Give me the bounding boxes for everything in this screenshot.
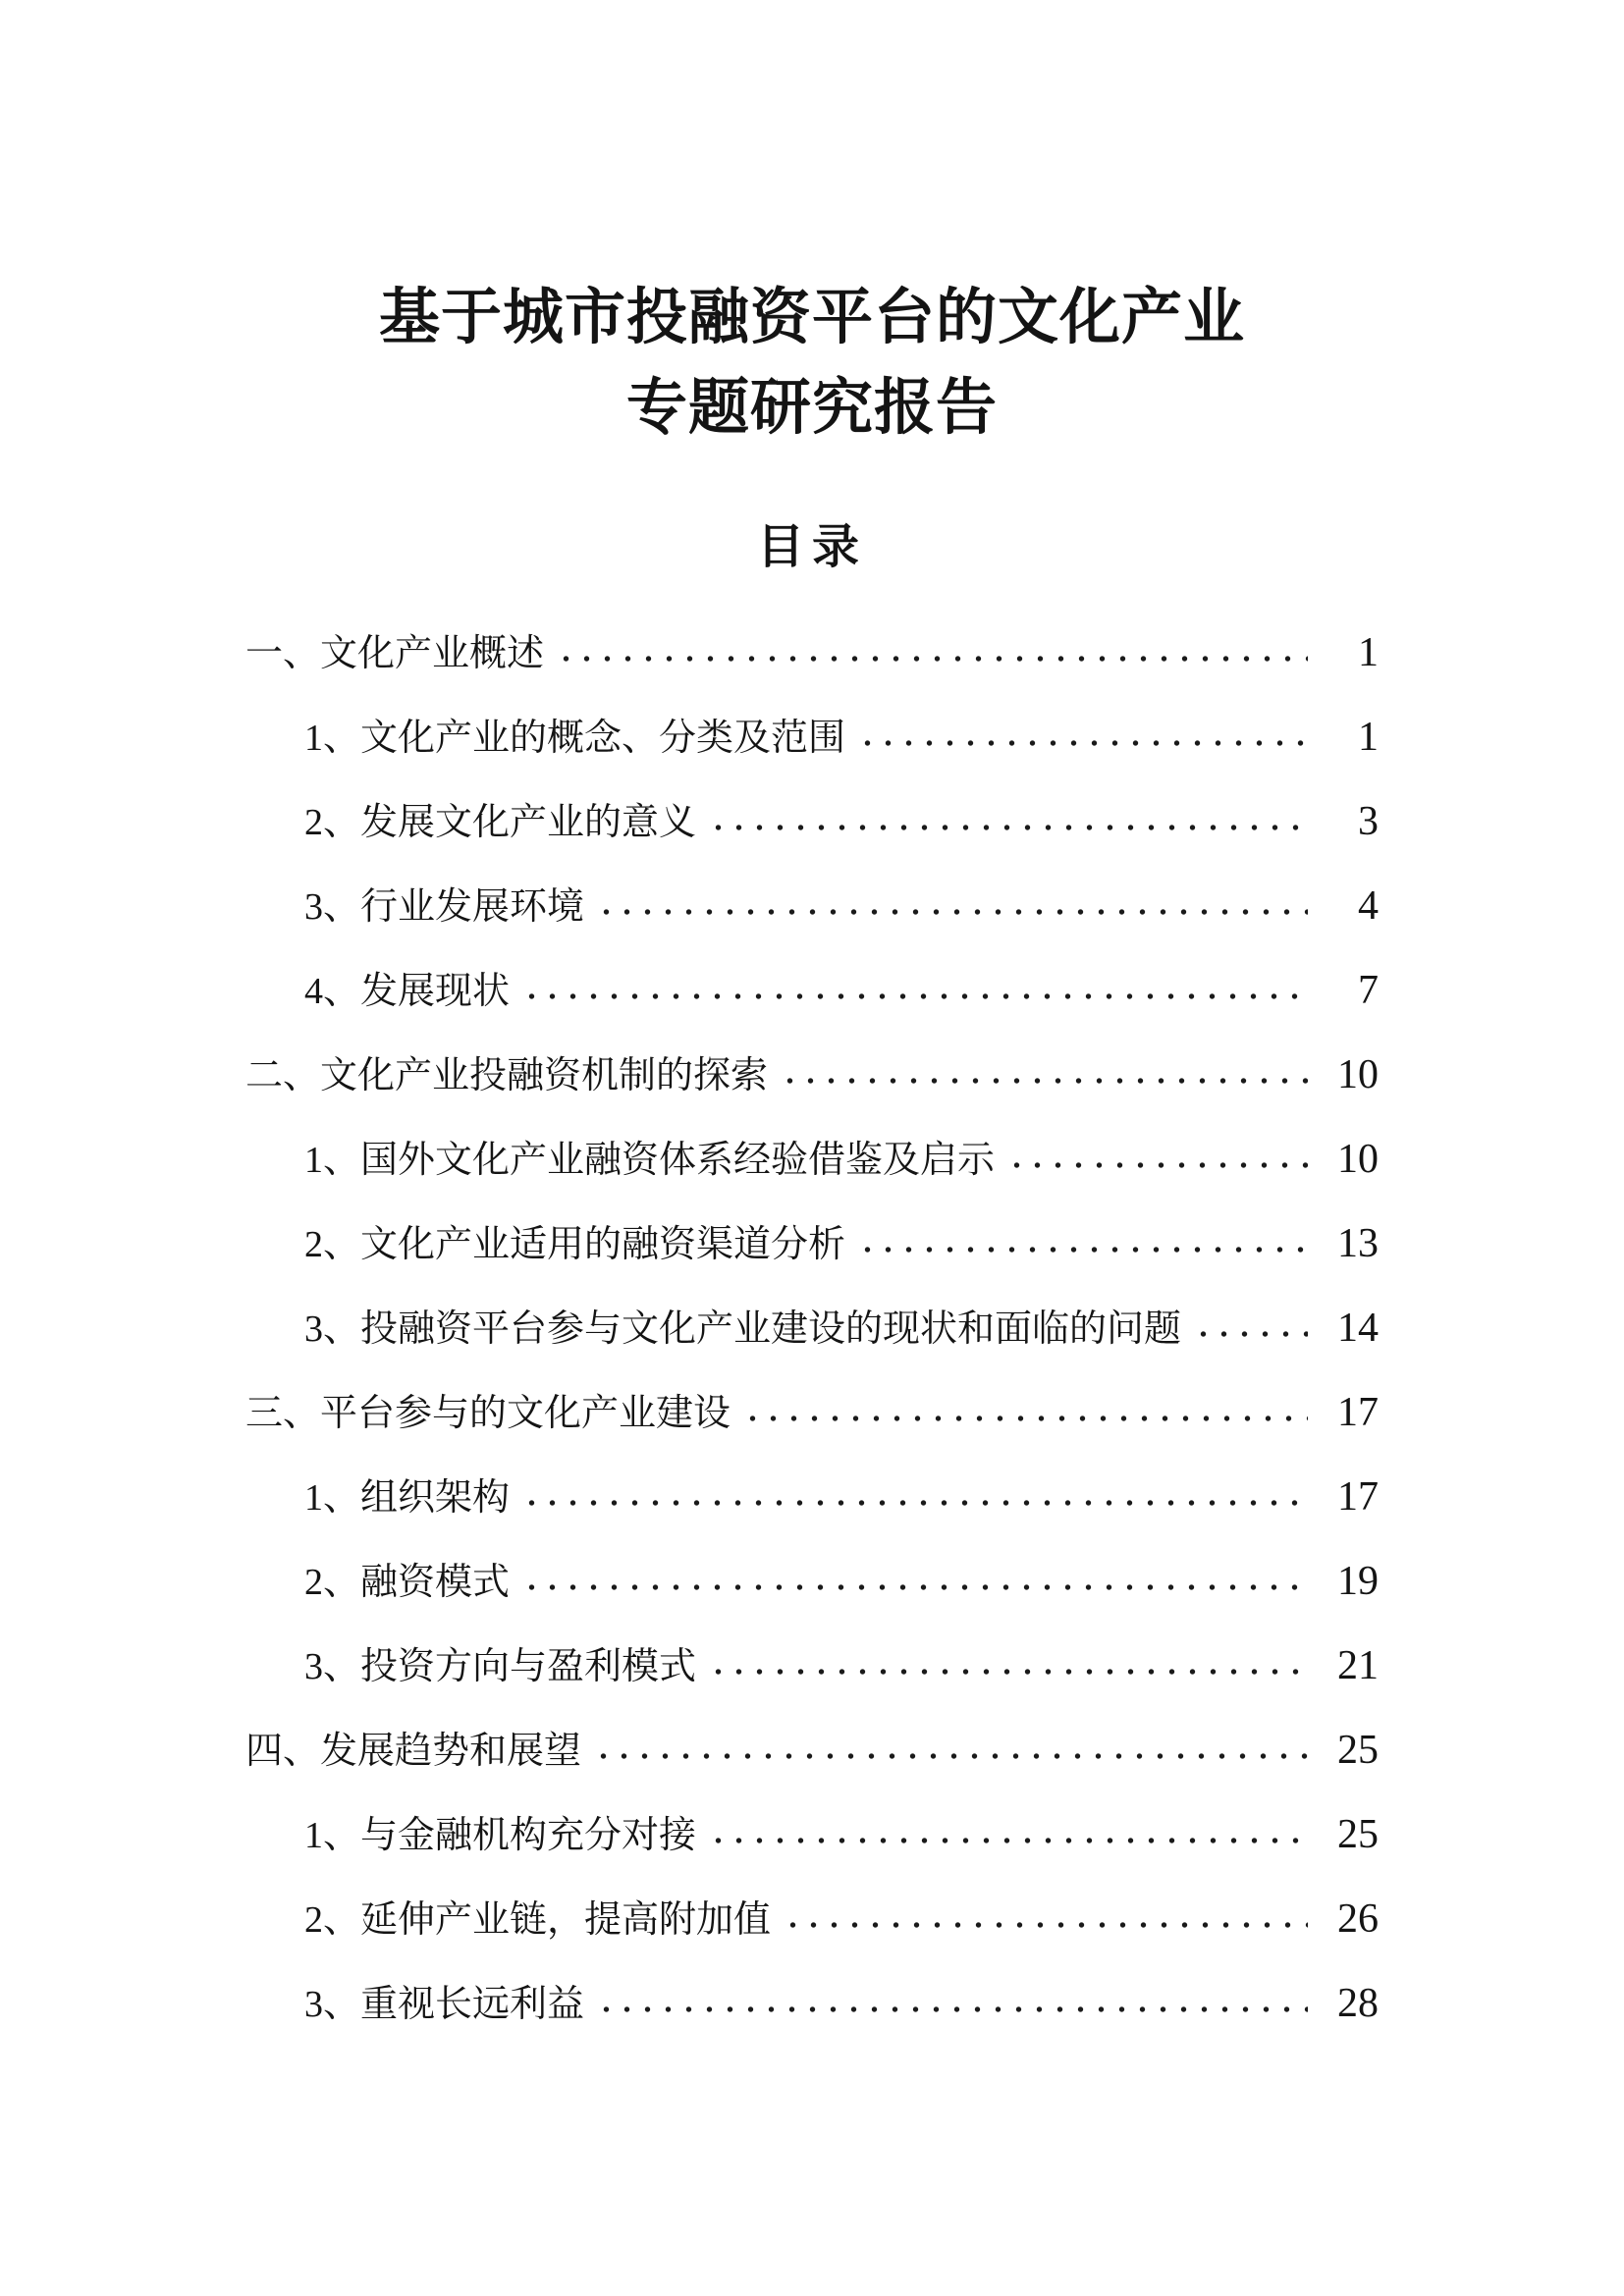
toc-entry	[245, 1896, 1379, 1981]
toc-dot-leader	[857, 1243, 1308, 1256]
toc-entry-label: 3、重视长远利益	[304, 1984, 585, 2025]
toc-heading: 目录	[756, 521, 867, 573]
toc-entry	[245, 1221, 1379, 1306]
toc-dot-leader	[1193, 1327, 1308, 1341]
toc-entry-label: 3、行业发展环境	[304, 886, 585, 928]
report-title-line-1: 基于城市投融资平台的文化产业	[378, 285, 1245, 351]
toc-dot-leader	[521, 989, 1308, 1003]
toc-entry-label: 2、发展文化产业的意义	[304, 802, 697, 843]
toc-entry-label: 四、发展趋势和展望	[245, 1731, 582, 1772]
toc-dot-leader	[783, 1918, 1308, 1932]
toc-dot-leader	[596, 905, 1308, 919]
toc-dot-leader	[1006, 1158, 1308, 1172]
toc-entry	[245, 883, 1379, 968]
toc-page-number: 14	[1337, 1306, 1379, 1351]
toc-entry	[245, 1306, 1379, 1390]
toc-page-number: 25	[1337, 1728, 1379, 1773]
toc-page-number: 17	[1337, 1474, 1379, 1520]
toc-entry	[245, 630, 1379, 715]
toc-entry-label: 4、发展现状	[304, 971, 511, 1012]
toc-dot-leader	[708, 1665, 1308, 1679]
toc-entry	[245, 1052, 1379, 1137]
toc-dot-leader	[708, 821, 1308, 834]
toc-page-number: 10	[1337, 1137, 1379, 1182]
toc-entry-label: 2、文化产业适用的融资渠道分析	[304, 1224, 846, 1265]
toc-entry-label: 三、平台参与的文化产业建设	[245, 1393, 731, 1434]
toc-entry-label: 一、文化产业概述	[245, 633, 545, 674]
toc-dot-leader	[521, 1496, 1308, 1510]
toc-dot-leader	[857, 736, 1308, 750]
toc-entry-label: 2、融资模式	[304, 1562, 511, 1603]
toc-page-number: 28	[1337, 1981, 1379, 2026]
toc-entry	[245, 1474, 1379, 1559]
toc-entry	[245, 1728, 1379, 1812]
toc-entry	[245, 1812, 1379, 1896]
toc-entry-label: 1、国外文化产业融资体系经验借鉴及启示	[304, 1140, 996, 1181]
toc-page-number: 4	[1358, 883, 1379, 929]
toc-entry	[245, 1137, 1379, 1221]
toc-entry	[245, 799, 1379, 883]
toc-entry-label: 1、与金融机构充分对接	[304, 1815, 697, 1856]
toc-page-number: 17	[1337, 1390, 1379, 1435]
report-title	[0, 273, 1624, 454]
toc-page-number: 1	[1358, 715, 1379, 760]
toc-entry	[245, 968, 1379, 1052]
toc-dot-leader	[596, 2002, 1308, 2016]
toc-entry	[245, 1981, 1379, 2065]
toc-page-number: 21	[1337, 1643, 1379, 1688]
toc-dot-leader	[708, 1834, 1308, 1847]
toc-page-number: 1	[1358, 630, 1379, 675]
toc-entry-label: 3、投融资平台参与文化产业建设的现状和面临的问题	[304, 1308, 1182, 1350]
toc-page-number: 3	[1358, 799, 1379, 844]
toc-list	[245, 630, 1379, 2065]
toc-entry	[245, 1643, 1379, 1728]
toc-page-number: 13	[1337, 1221, 1379, 1266]
toc-entry-label: 1、文化产业的概念、分类及范围	[304, 718, 846, 759]
toc-dot-leader	[521, 1580, 1308, 1594]
toc-entry-label: 3、投资方向与盈利模式	[304, 1646, 697, 1687]
toc-dot-leader	[593, 1749, 1308, 1763]
toc-page-number: 25	[1337, 1812, 1379, 1857]
toc-entry-label: 2、延伸产业链，提高附加值	[304, 1899, 772, 1941]
toc-page-number: 19	[1337, 1559, 1379, 1604]
toc-entry	[245, 1390, 1379, 1474]
toc-entry-label: 二、文化产业投融资机制的探索	[245, 1055, 769, 1096]
report-title-line-2: 专题研究报告	[625, 375, 998, 442]
toc-entry	[245, 1559, 1379, 1643]
toc-page-number: 10	[1337, 1052, 1379, 1097]
toc-page-number: 7	[1358, 968, 1379, 1013]
toc-entry	[245, 715, 1379, 799]
toc-page-number: 26	[1337, 1896, 1379, 1942]
toc-dot-leader	[780, 1074, 1308, 1088]
toc-dot-leader	[742, 1412, 1308, 1425]
toc-dot-leader	[556, 652, 1308, 666]
toc-entry-label: 1、组织架构	[304, 1477, 511, 1519]
